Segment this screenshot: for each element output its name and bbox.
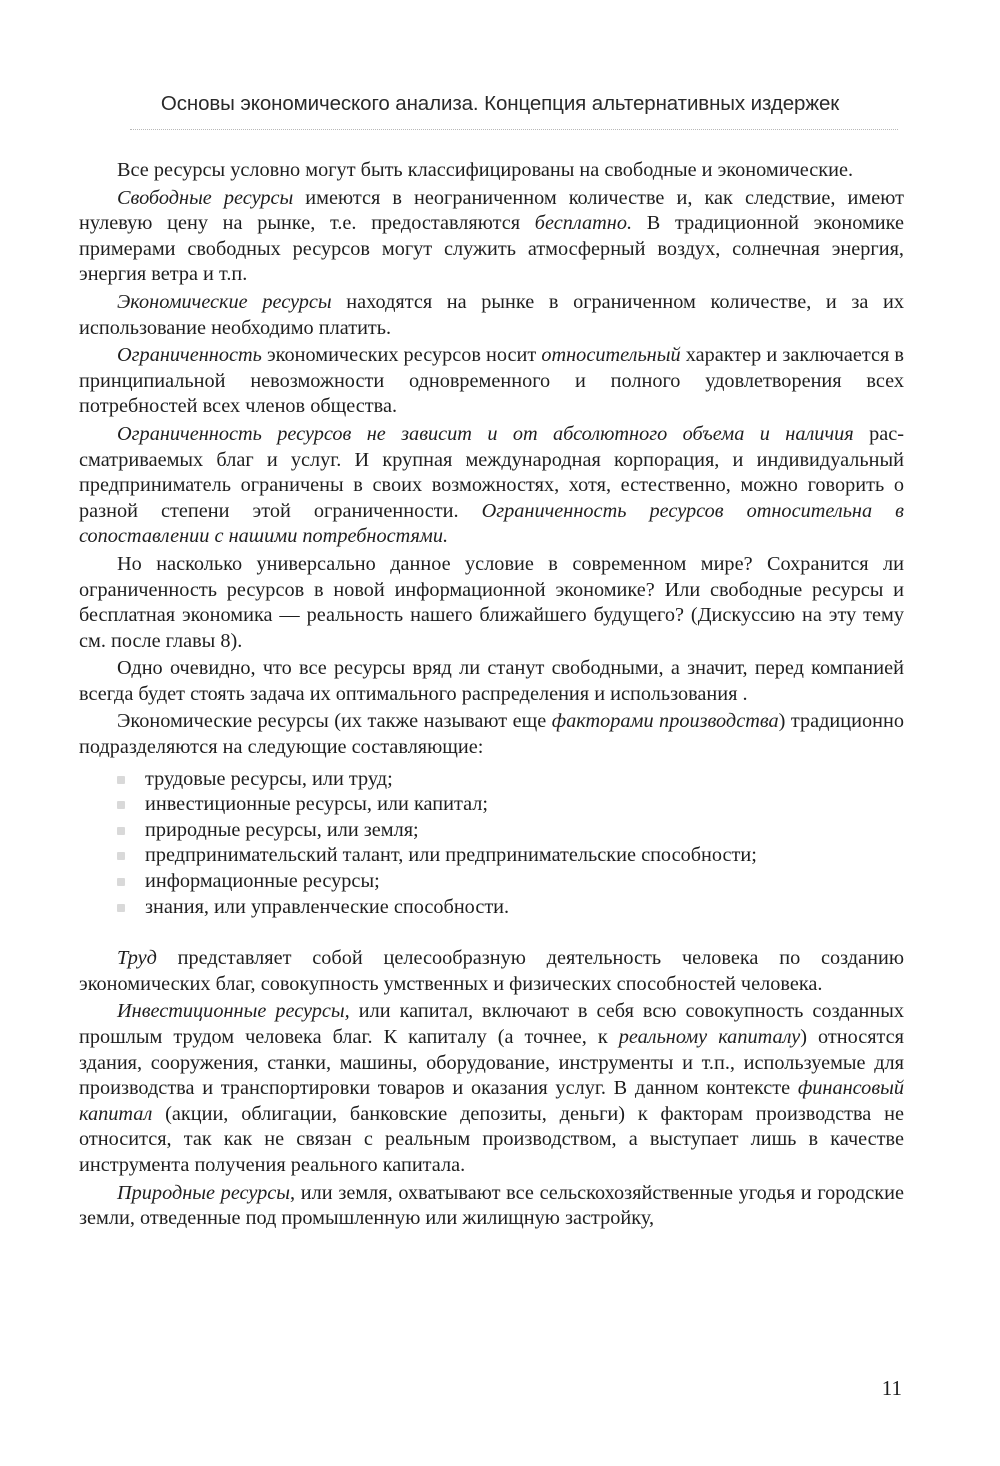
running-header: Основы экономического анализа. Концепция альтернативных издержек [160,92,840,115]
paragraph-2-text-2: В традиционной экономике примерами свободных ресурсов могут служить атмосферный воздух, солнечная энергия, энергия ветра и т.п. [79,212,904,286]
bullet-icon [117,852,125,860]
paragraph-8-text-1: Экономические ресурсы (их также называют еще [117,710,552,733]
list-item [117,818,904,844]
emphasis-real-capital: реальному капиталу [618,1026,801,1048]
paragraph-labor [79,946,904,997]
paragraph-2-text-1: имеются в неограниченном количестве и, как следствие, имеют нулевую цену на рынке, т.е. предоставляются [79,186,904,235]
emphasis-financial-capital: финансовый капитал [79,1077,904,1125]
term-free-resources: Свободные ресурсы [117,186,294,209]
list-item [117,895,904,921]
term-natural-resources: Природные ресурсы [117,1181,291,1204]
bullet-icon [117,776,125,784]
emphasis-free: бесплатно. [534,212,633,235]
emphasis-factors-of-production: факторами производства [551,710,779,733]
term-scarcity: Ограниченность [117,344,262,367]
emphasis-scarcity-relative: Ограниченность ресурсов относительна в сопоставлении с нашими потребностями. [79,499,904,548]
page-number: 11 [881,1376,902,1400]
paragraph-10-text-2: ) относятся здания, сооружения, станки, машины, оборудование, инструменты и т.п., используемые для производства и транспортировки товаров и оказания услуг. В данном контексте [79,1026,904,1100]
bullet-icon [117,878,125,886]
paragraph-optimal-allocation [79,656,904,707]
emphasis-relative: относительный [541,344,681,367]
list-item-text: инвестиционные ресурсы, или капитал; [145,793,489,816]
paragraph-8-text-2: ) традиционно подразделяются на следующие составляющие: [79,710,904,759]
paragraph-natural-resources [79,1181,904,1232]
list-item-text: предпринимательский талант, или предпринимательские способности; [145,844,757,867]
spacer [79,920,904,946]
paragraph-scarcity [79,343,904,420]
paragraph-scarcity-independent [79,422,904,550]
paragraph-3-text-1: находятся на рынке в ограниченном количестве, и за их использование необходимо платить. [79,290,905,339]
term-investment-resources: Инвестиционные ресурсы, [117,1000,350,1023]
paragraph-6-text: Но насколько универсально данное условие в современном мире? Сохранится ли ограниченность ресурсов в новой информационной экономике? Или свободные ресурсы и бесплатная экономика — реальность нашего ближайшего будущего? (Дискуссию на эту тему см. после главы 8). [79,552,904,652]
resource-list [79,767,904,921]
list-item-text: трудовые ресурсы, или труд; [145,767,393,790]
paragraph-11-text-1: , или земля, охватывают все сельскохозяйственные угодья и городские земли, отведенные под промышленную или жилищную застройку, [79,1181,905,1230]
paragraph-5-text-1: рассматриваемых благ и услуг. И крупная международная корпорация, и индивидуальный предприниматель ограничены в своих возможностях, хотя, естественно, можно говорить о разной степени этой ограниченности. [79,422,905,522]
paragraph-10-text-3: (акции, облигации, банковские депозиты, деньги) к факторам производства не относится, так как не связан с реальным производством, а выступает лишь в качестве инструмента получения реального капитала. [79,1102,904,1176]
list-item [117,843,904,869]
bullet-icon [117,827,125,835]
list-item-text: знания, или управленческие способности. [145,895,510,918]
list-item [117,767,904,793]
paragraph-10-text-1: или капитал, включают в себя всю совокупность созданных прошлым трудом человека благ. К капиталу (а точнее, к [79,1000,905,1048]
paragraph-9-text-1: представляет собой целесообразную деятельность человека по созданию экономических благ, совокупность умственных и физических способностей человека. [79,947,904,995]
paragraph-7-text: Одно очевидно, что все ресурсы вряд ли станут свободными, а значит, перед компанией всегда будет стоять задача их оптимального распределения и использования . [79,657,904,705]
paragraph-economic-resources [79,290,904,341]
paragraph-investment-resources [79,999,904,1178]
paragraph-4-text-1: экономических ресурсов носит [261,344,542,367]
term-labor: Труд [117,947,157,970]
paragraph-1-text: Все ресурсы условно могут быть классифицированы на свободные и экономические. [117,159,854,181]
paragraph-factors-of-production [79,709,904,760]
list-item [117,869,904,895]
paragraph-1 [79,158,904,184]
bullet-icon [117,801,125,809]
bullet-icon [117,904,125,912]
list-item-text: информационные ресурсы; [145,870,380,893]
paragraph-free-resources [79,186,904,288]
body-text [79,158,904,1234]
header-rule [130,129,898,130]
list-item [117,792,904,818]
list-item-text: природные ресурсы, или земля; [145,818,419,841]
paragraph-4-text-2: характер и заключается в принципиальной невозможности одновременного и полного удовлетворения всех потребностей всех членов общества. [79,344,904,418]
term-economic-resources: Экономические ресурсы [117,290,332,313]
emphasis-scarcity-independent: Ограниченность ресурсов не зависит и от абсолютного объема и наличия [117,422,854,445]
paragraph-information-economy [79,552,904,654]
